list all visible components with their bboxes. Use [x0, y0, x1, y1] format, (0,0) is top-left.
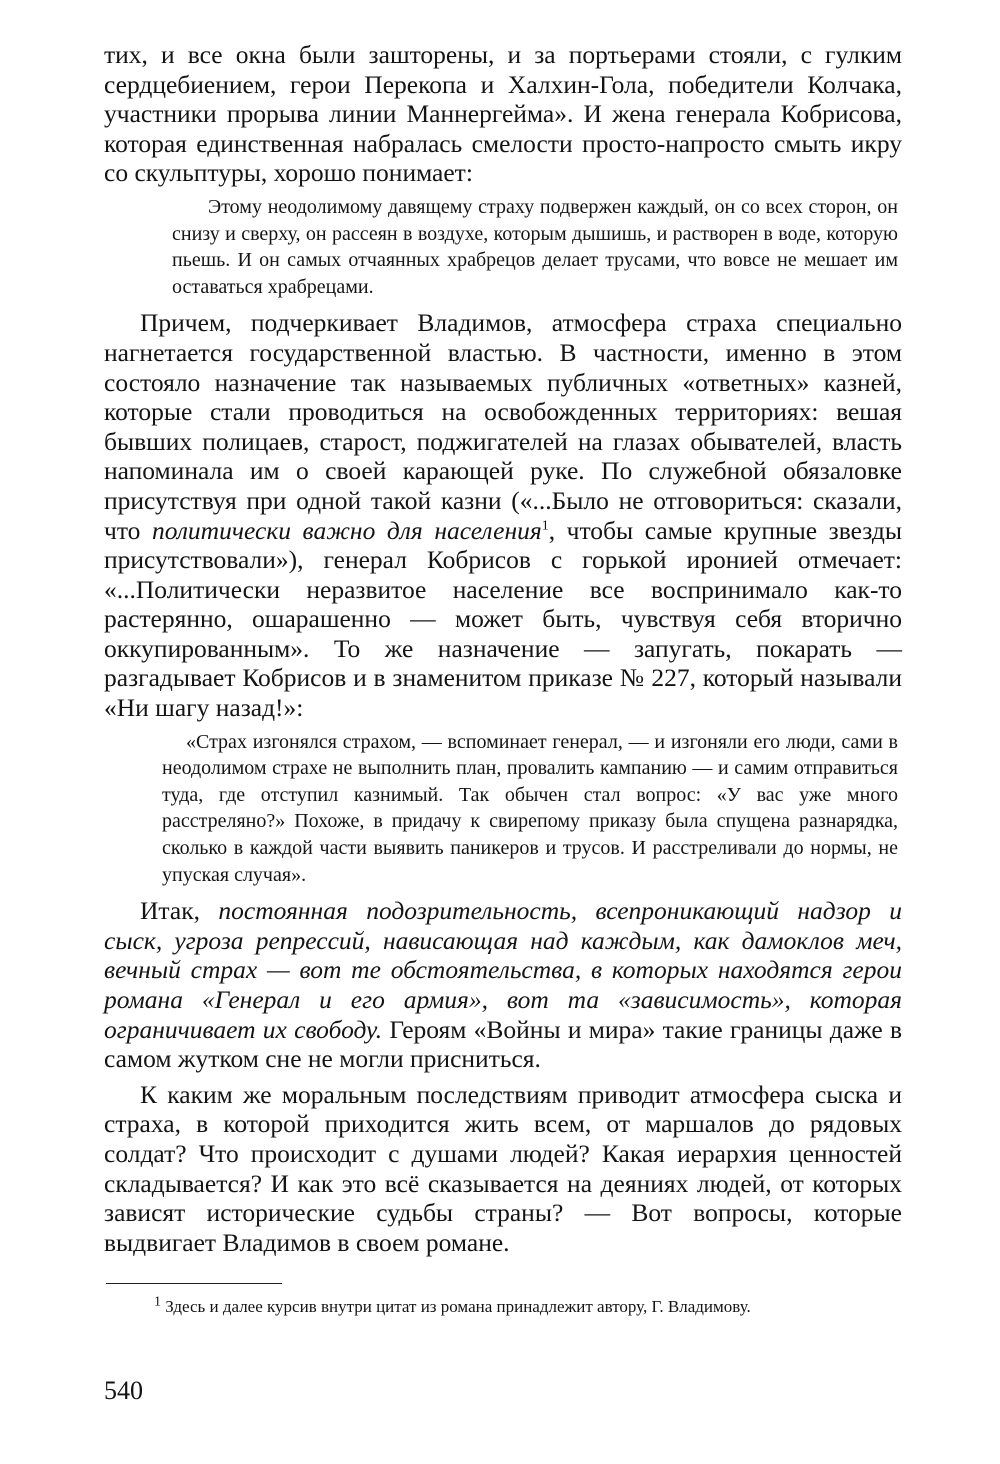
footnote-text: Здесь и далее курсив внутри цитат из романа принадлежит автору, Г. Владимову. [161, 1297, 751, 1317]
body-text [104, 40, 902, 1257]
page-number: 540 [104, 1376, 143, 1405]
paragraph-3-text-a: Итак, [140, 896, 219, 926]
paragraph-1: тих, и все окна были зашторены, и за портьерами стояли, с гулким сердцебиением, герои Перекопа и Халхин-Гола, победители Колчака, участники прорыва линии Маннергейма». И жена генерала Кобрисова, которая единственная набралась смелости просто-напросто смыть икру со скульптуры, хорошо понимает: [104, 40, 902, 188]
footnote-divider [106, 1283, 282, 1284]
paragraph-2-text-a: Причем, подчеркивает Владимов, атмосфера страха специально нагнетается государственной властью. В частности, именно в этом состояло назначение так называемых публичных «ответных» казней, которые стали проводиться на освобожденных территориях: вешая бывших полицаев, старост, поджигателей на глазах обывателей, власть напоминала им о своей карающей руке. По служебной обязаловке присутствуя при одной такой казни («...Было не отговориться: сказали, что [104, 308, 902, 545]
paragraph-3 [104, 896, 902, 1074]
paragraph-3-italic: постоянная подозрительность, всепроникающий надзор и сыск, угроза репрессий, нависающая над каждым, как дамоклов меч, вечный страх — вот те обстоятельства, в которых находятся герои романа «Генерал и его армия», вот та «зависимость», которая ограничивает их свободу. [104, 896, 902, 1044]
paragraph-2 [104, 308, 902, 722]
paragraph-2-text-b: , чтобы самые крупные звезды присутствовали»), генерал Кобрисов с горькой иронией отмечает: «...Политически неразвитое население все воспринимало как-то растерянно, ошарашенно — может быть, чувствуя себя вторично оккупированным». То же назначение — запугать, покарать — разгадывает Кобрисов и в знаменитом приказе № 227, который называли «Ни шагу назад!»: [104, 515, 902, 723]
block-quote-2: «Страх изгонялся страхом, — вспоминает генерал, — и изгоняли его люди, сами в неодолимом страхе не выполнить план, провалить кампанию — и самим отправиться туда, где отступил казнимый. Так обычен стал вопрос: «У вас уже много расстреляно?» Похоже, в придачу к свирепому приказу была спущена разнарядка, сколько в каждой части выявить паникеров и трусов. И расстреливали до нормы, не упуская случая». [162, 730, 898, 886]
block-quote-1: Этому неодолимому давящему страху подвержен каждый, он со всех сторон, он снизу и сверху, он рассеян в воздухе, которым дышишь, и растворен в воде, которую пьешь. И он самых отчаянных храбрецов делает трусами, что вовсе не мешает им оставаться храбрецами. [172, 195, 898, 298]
paragraph-3-text-b: Героям «Войны и мира» такие границы даже в самом жутком сне не могли присниться. [104, 1014, 902, 1074]
paragraph-4: К каким же моральным последствиям приводит атмосфера сыска и страха, в которой приходится жить всем, от маршалов до рядовых солдат? Что происходит с душами людей? Какая иерархия ценностей складывается? И как это всё сказывается на деяниях людей, от которых зависят исторические судьбы страны? — Вот вопросы, которые выдвигает Владимов в своем романе. [104, 1079, 902, 1257]
paragraph-2-italic: политически важно для населения [151, 515, 542, 545]
footnote-ref: 1 [541, 518, 549, 533]
footnote-mark: 1 [154, 1294, 161, 1310]
footnote [104, 1296, 902, 1318]
